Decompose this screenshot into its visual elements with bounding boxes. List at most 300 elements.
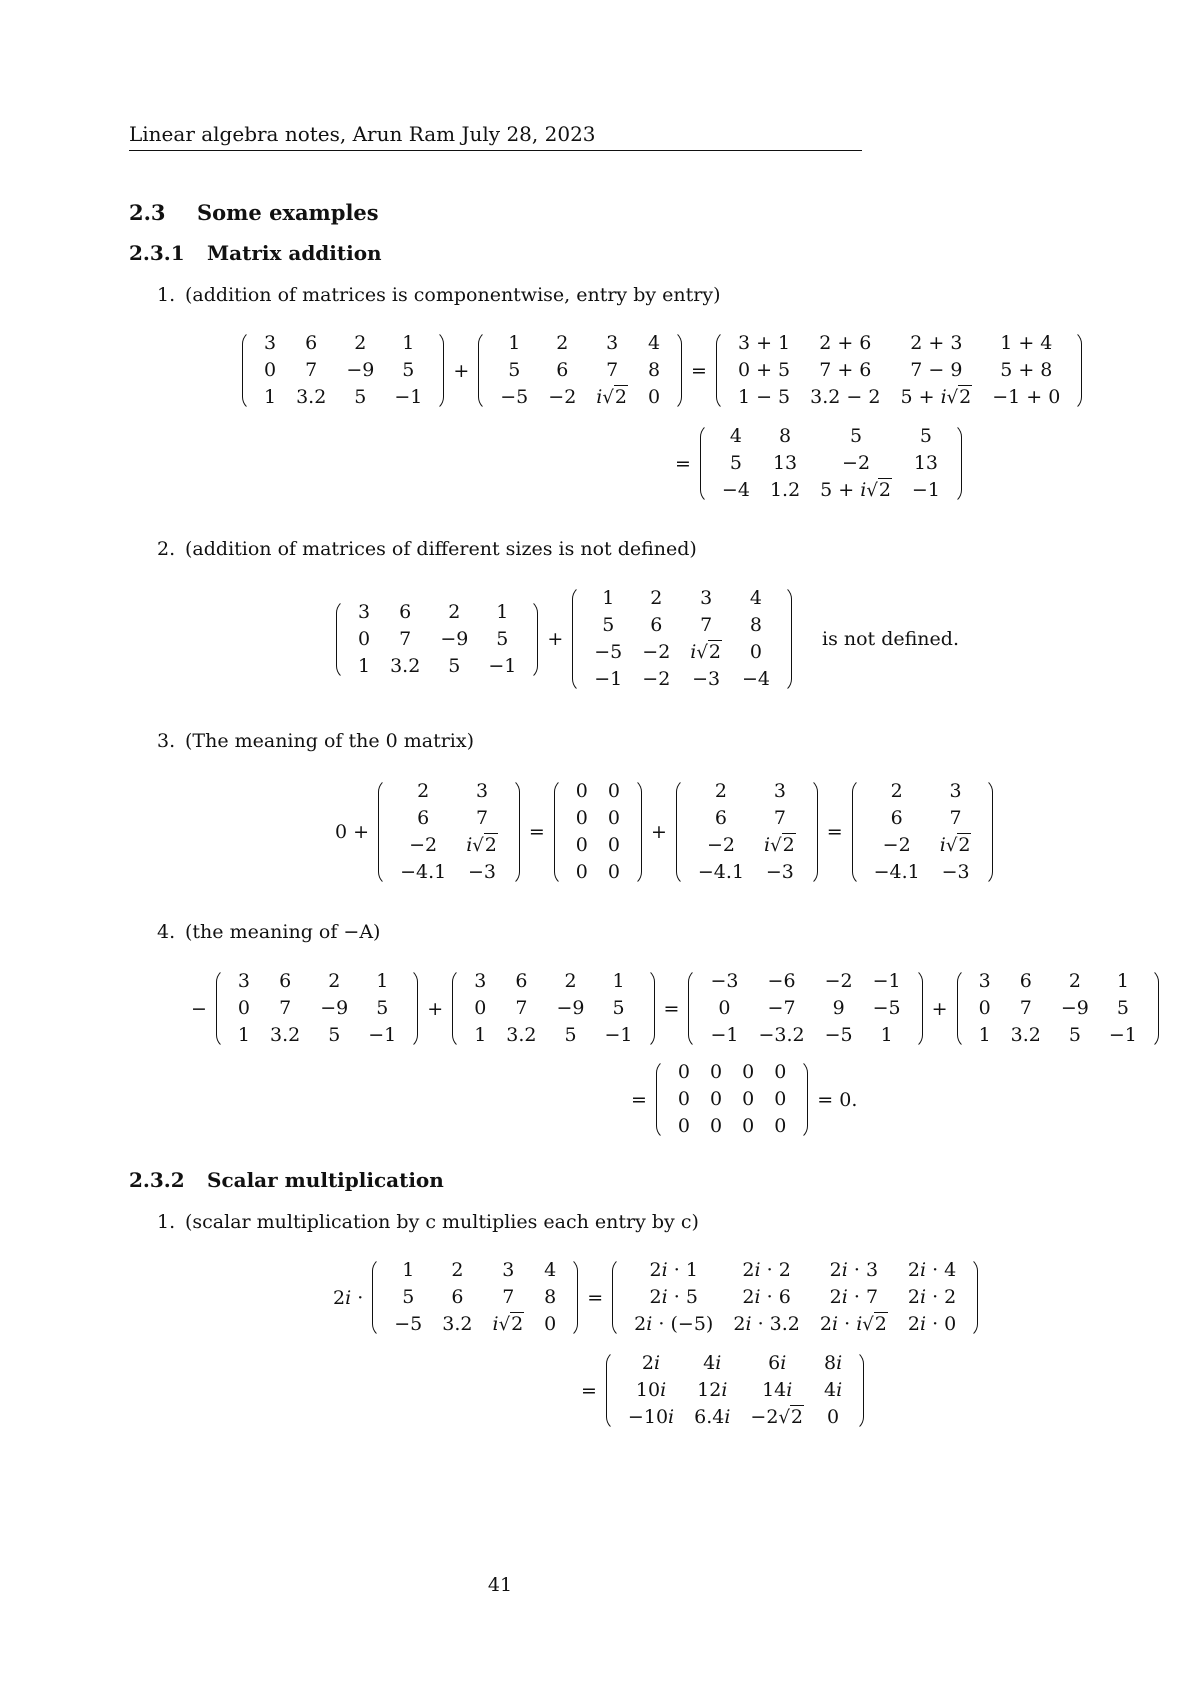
matrix-entry: 0	[710, 1088, 723, 1110]
matrix-entry: 1 − 5	[737, 386, 791, 408]
math-operator: =	[826, 821, 843, 843]
matrix-entry: 0	[827, 1406, 840, 1428]
matrix-entry: 4	[749, 587, 762, 609]
left-paren	[700, 423, 712, 504]
matrix-entry: i√2	[939, 834, 971, 856]
math-operator: =	[528, 821, 545, 843]
matrix-entry: 5 + i√2	[820, 479, 891, 501]
matrix-entry: −2	[642, 641, 671, 663]
math-operator: −	[191, 997, 207, 1020]
matrix-entry: 5	[1116, 997, 1129, 1019]
section-heading	[129, 200, 379, 225]
matrix-entry: −1	[368, 1024, 397, 1046]
math-operator: =	[675, 452, 691, 475]
matrix-entry: 0	[607, 780, 620, 802]
matrix-entry: −2	[882, 834, 911, 856]
matrix-entry: 3.2 − 2	[810, 386, 881, 408]
right-paren	[566, 1257, 578, 1338]
matrix-entry: 3	[606, 332, 619, 354]
matrix-entry: 1	[402, 1259, 415, 1281]
matrix-entry: 0	[677, 1061, 691, 1083]
matrix-entry: −5	[824, 1024, 853, 1046]
right-paren	[796, 1059, 808, 1140]
matrix-entry: 1	[474, 1024, 487, 1046]
matrix-entry: 2	[650, 587, 663, 609]
math-operator: +	[931, 997, 948, 1020]
right-paren	[966, 1257, 978, 1338]
matrix-entry: 1	[612, 970, 625, 992]
matrix-entry: 5	[729, 452, 742, 474]
matrix	[378, 778, 520, 886]
matrix-entry: −1 + 0	[992, 386, 1061, 408]
math-operator: +	[547, 628, 564, 650]
matrix-entry: 7	[305, 359, 318, 381]
page-number: 41	[487, 1574, 513, 1596]
item-number: 3.	[157, 730, 176, 752]
matrix-entry: 2	[451, 1259, 464, 1281]
left-paren	[478, 330, 490, 411]
running-header: Linear algebra notes, Arun Ram July 28, 2023	[129, 122, 596, 146]
matrix-entry: 3 + 1	[737, 332, 791, 354]
right-paren	[526, 599, 538, 680]
math-operator: 0 +	[335, 821, 370, 843]
matrix-entry: 0	[607, 861, 620, 883]
right-paren	[1070, 330, 1082, 411]
matrix-entry: 3	[773, 780, 786, 802]
matrix-entry: 5	[612, 997, 625, 1019]
matrix-entry: −3.2	[758, 1024, 805, 1046]
math-operator: =	[663, 997, 680, 1020]
right-paren	[852, 1350, 864, 1431]
matrix-entry: 0	[607, 807, 620, 829]
matrix-entry: 4i	[824, 1379, 843, 1401]
matrix-entry: 3	[475, 780, 489, 802]
matrix-entry: 5	[919, 425, 932, 447]
matrix-entry: −1	[911, 479, 940, 501]
item-text: (the meaning of −A)	[185, 921, 381, 943]
matrix-entry: −2	[409, 834, 438, 856]
matrix-entry: 5	[602, 614, 615, 636]
matrix	[572, 585, 792, 693]
matrix-entry: 0	[607, 834, 620, 856]
matrix-entry: 2i · 2	[907, 1286, 957, 1308]
matrix	[478, 330, 682, 411]
matrix-entry: −3	[468, 861, 497, 883]
left-paren	[242, 330, 254, 411]
matrix-entry: 9	[832, 997, 845, 1019]
matrix-entry: 5 + 8	[1000, 359, 1053, 381]
matrix-entry: 3	[949, 780, 962, 802]
equation-1	[240, 330, 1084, 411]
matrix-entry: 10i	[635, 1379, 667, 1401]
matrix-entry: 6	[279, 970, 292, 992]
math-operator: =	[631, 1088, 647, 1111]
matrix-entry: −9	[320, 997, 349, 1019]
matrix-entry: −3	[692, 668, 721, 690]
matrix	[700, 423, 962, 504]
matrix-entry: 5	[402, 359, 415, 381]
matrix-entry: −4	[741, 668, 770, 690]
matrix-entry: 2i · 0	[907, 1313, 957, 1335]
item-number: 1.	[157, 284, 176, 306]
left-paren	[612, 1257, 624, 1338]
matrix-entry: i√2	[764, 834, 795, 856]
right-paren	[406, 968, 418, 1049]
math-operator: =	[587, 1286, 604, 1309]
equation-3	[328, 778, 995, 886]
matrix-entry: 1	[1116, 970, 1129, 992]
matrix-entry: 1	[508, 332, 521, 354]
matrix-entry: 1	[376, 970, 389, 992]
matrix-entry: 0	[677, 1115, 691, 1137]
matrix-entry: −2	[548, 386, 577, 408]
matrix-entry: 1	[264, 386, 277, 408]
matrix-entry: 2	[564, 970, 577, 992]
matrix-entry: 0	[774, 1088, 787, 1110]
matrix-entry: 4	[544, 1259, 557, 1281]
matrix-entry: −4.1	[873, 861, 920, 883]
matrix-entry: 4	[729, 425, 742, 447]
matrix	[957, 968, 1159, 1049]
matrix-entry: 8	[544, 1286, 557, 1308]
matrix-entry: 2	[1068, 970, 1081, 992]
matrix-entry: 2i · i√2	[819, 1313, 887, 1335]
matrix-entry: 5	[402, 1286, 415, 1308]
matrix-entry: 2i · 3.2	[733, 1313, 800, 1335]
item-number: 1.	[157, 1211, 176, 1233]
list-item	[157, 730, 474, 752]
matrix-entry: 13	[772, 452, 798, 474]
matrix-entry: 7	[949, 807, 962, 829]
matrix-entry: −1	[872, 970, 901, 992]
left-paren	[852, 778, 864, 886]
matrix-entry: 6i	[768, 1352, 787, 1374]
matrix	[676, 778, 818, 886]
matrix-entry: 7	[606, 359, 619, 381]
math-operator: +	[453, 359, 470, 382]
matrix-entry: −5	[394, 1313, 423, 1335]
list-item	[157, 538, 697, 560]
matrix-entry: 3.2	[1010, 1024, 1041, 1046]
matrix-entry: 2	[714, 780, 727, 802]
item-text: (scalar multiplication by c multiplies each entry by c)	[185, 1211, 699, 1233]
matrix-entry: 0	[358, 627, 371, 650]
math-operator: = 0.	[817, 1088, 858, 1111]
math-operator: 2i ·	[333, 1286, 364, 1309]
right-paren	[981, 778, 993, 886]
matrix-entry: 3	[502, 1259, 515, 1281]
matrix-entry: 1.2	[769, 479, 801, 501]
math-operator: =	[691, 359, 707, 382]
matrix-entry: 3	[474, 970, 487, 992]
matrix-entry: 2 + 6	[819, 332, 872, 354]
matrix-entry: 3	[700, 587, 713, 609]
matrix-entry: 7	[700, 614, 713, 636]
matrix-entry: 7	[399, 627, 412, 650]
matrix-entry: 2	[354, 332, 367, 354]
left-paren	[336, 599, 348, 680]
right-paren	[1147, 968, 1159, 1049]
matrix-entry: −6	[767, 970, 796, 992]
item-text: (The meaning of the 0 matrix)	[185, 730, 475, 752]
matrix-entry: 7	[475, 807, 489, 829]
matrix-entry: 6.4i	[694, 1406, 731, 1428]
left-paren	[688, 968, 700, 1049]
right-paren	[806, 778, 818, 886]
matrix	[372, 1257, 578, 1338]
matrix-entry: 2i · 7	[829, 1286, 879, 1308]
item-text: (addition of matrices of different sizes is not defined)	[185, 538, 697, 560]
matrix-entry: −2	[824, 970, 853, 992]
equation-1-result	[668, 423, 964, 504]
matrix	[242, 330, 444, 411]
matrix-entry: 3.2	[442, 1313, 473, 1335]
item-number: 2.	[157, 538, 176, 560]
matrix-entry: 2	[890, 780, 903, 802]
matrix-entry: 0	[474, 997, 487, 1019]
matrix-entry: 6	[417, 807, 430, 829]
matrix-entry: −4	[721, 479, 750, 501]
matrix	[688, 968, 922, 1049]
matrix-entry: −5	[594, 641, 623, 663]
matrix-entry: 0	[742, 1088, 755, 1110]
equation-5	[326, 1257, 980, 1338]
left-paren	[572, 585, 584, 693]
matrix-entry: 6	[890, 807, 903, 829]
matrix-entry: 0	[710, 1061, 723, 1083]
matrix-entry: 12i	[697, 1379, 728, 1401]
matrix-entry: −1	[488, 654, 517, 677]
matrix-entry: −4.1	[400, 861, 447, 883]
matrix-entry: 2i · 3	[829, 1259, 879, 1281]
matrix-entry: −7	[767, 997, 796, 1019]
subsection-number: 2.3.2	[129, 1168, 185, 1192]
subsection-number: 2.3.1	[129, 241, 185, 265]
matrix-entry: 0	[710, 1115, 723, 1137]
not-defined-note	[822, 628, 959, 650]
matrix-entry: 3.2	[296, 386, 327, 408]
matrix-entry: −1	[594, 668, 623, 690]
matrix-entry: 0	[978, 997, 991, 1019]
right-paren	[643, 968, 655, 1049]
matrix-entry: −2√2	[750, 1406, 804, 1428]
matrix-entry: 0	[575, 807, 588, 829]
not-defined-text: is not defined.	[822, 628, 959, 650]
matrix-entry: 6	[1019, 970, 1032, 992]
matrix	[612, 1257, 978, 1338]
matrix-entry: 6	[515, 970, 528, 992]
left-paren	[452, 968, 464, 1049]
matrix-entry: −1	[604, 1024, 633, 1046]
subsection-heading-matrix-addition	[129, 241, 382, 265]
matrix-entry: 2	[556, 332, 569, 354]
list-item	[157, 284, 720, 306]
matrix-entry: 0	[575, 780, 588, 802]
matrix-entry: −2	[706, 834, 735, 856]
matrix-entry: i√2	[466, 834, 497, 856]
matrix-entry: 5 + i√2	[900, 386, 972, 408]
matrix	[336, 599, 538, 680]
matrix-entry: 7	[1019, 997, 1032, 1019]
matrix	[452, 968, 654, 1049]
matrix-entry: 5	[328, 1024, 341, 1046]
matrix-entry: 2i · (−5)	[634, 1313, 714, 1335]
matrix-entry: −9	[1060, 997, 1089, 1019]
header-rule	[129, 150, 862, 151]
matrix-entry: −3	[710, 970, 739, 992]
equation-2	[334, 585, 794, 693]
math-operator: =	[581, 1379, 597, 1402]
matrix	[606, 1350, 864, 1431]
matrix-entry: −4.1	[697, 861, 745, 883]
left-paren	[676, 778, 688, 886]
matrix-entry: 2i · 1	[649, 1259, 698, 1281]
matrix-entry: i√2	[596, 386, 627, 408]
matrix-entry: 3.2	[506, 1024, 537, 1046]
matrix-entry: 0	[575, 834, 588, 856]
left-paren	[716, 330, 728, 411]
matrix-entry: 7 + 6	[819, 359, 872, 381]
matrix-entry: 1	[237, 1024, 251, 1046]
matrix-entry: 5	[354, 386, 367, 408]
matrix-entry: 1	[402, 332, 415, 354]
matrix	[554, 778, 642, 886]
matrix-entry: 4	[647, 332, 661, 354]
matrix-entry: 6	[451, 1286, 464, 1308]
list-item	[157, 1211, 699, 1233]
matrix-entry: 1	[496, 600, 509, 623]
equation-5-result	[574, 1350, 866, 1431]
item-text: (addition of matrices is componentwise, entry by entry)	[185, 284, 721, 306]
matrix-entry: 3	[237, 970, 251, 992]
section-title: Some examples	[197, 200, 379, 225]
matrix-entry: 5	[564, 1024, 577, 1046]
matrix-entry: 2	[417, 780, 430, 802]
matrix	[216, 968, 418, 1049]
section-number: 2.3	[129, 200, 166, 225]
subsection-heading-scalar-multiplication	[129, 1168, 444, 1192]
matrix-entry: −3	[941, 861, 970, 883]
matrix-entry: 8	[647, 359, 661, 381]
matrix-entry: 0	[237, 997, 251, 1019]
math-operator: +	[650, 821, 667, 843]
matrix-entry: 2i · 4	[907, 1259, 957, 1281]
matrix	[656, 1059, 808, 1140]
matrix-entry: 0	[749, 641, 762, 663]
matrix-entry: 2i · 2	[742, 1259, 791, 1281]
matrix-entry: 0	[575, 861, 588, 883]
matrix-entry: 5	[376, 997, 389, 1019]
matrix-entry: 0	[742, 1115, 755, 1137]
matrix-entry: 5	[448, 654, 461, 677]
matrix-entry: 6	[650, 614, 663, 636]
matrix-entry: −1	[1108, 1024, 1137, 1046]
matrix-entry: 1	[358, 654, 371, 677]
matrix-entry: 8	[779, 425, 792, 447]
matrix-entry: 6	[556, 359, 569, 381]
right-paren	[432, 330, 444, 411]
matrix-entry: 7	[773, 807, 786, 829]
matrix-entry: 1	[978, 1024, 991, 1046]
matrix-entry: −1	[710, 1024, 739, 1046]
matrix-entry: 2 + 3	[910, 332, 963, 354]
matrix	[716, 330, 1082, 411]
matrix-entry: 3.2	[390, 654, 421, 677]
matrix-entry: 0	[774, 1115, 787, 1137]
matrix-entry: 7	[515, 997, 528, 1019]
right-paren	[670, 330, 682, 411]
matrix-entry: 3	[358, 600, 371, 623]
matrix-entry: −9	[440, 627, 469, 650]
matrix-entry: 0	[544, 1313, 557, 1335]
list-item	[157, 921, 380, 943]
matrix-entry: 0 + 5	[737, 359, 791, 381]
matrix-entry: −10i	[627, 1406, 675, 1428]
matrix-entry: 0	[742, 1061, 755, 1083]
matrix-entry: i√2	[690, 641, 721, 663]
matrix-entry: 6	[714, 807, 727, 829]
matrix-entry: 2i · 6	[742, 1286, 791, 1308]
matrix-entry: 4i	[703, 1352, 722, 1374]
left-paren	[216, 968, 228, 1049]
left-paren	[372, 1257, 384, 1338]
matrix	[852, 778, 994, 886]
subsection-title: Matrix addition	[207, 241, 382, 265]
matrix-entry: 5	[508, 359, 521, 381]
matrix-entry: 0	[264, 359, 277, 381]
matrix-entry: 14i	[762, 1379, 793, 1401]
matrix-entry: 5	[496, 627, 509, 650]
matrix-entry: 5	[1068, 1024, 1081, 1046]
matrix-entry: 7	[502, 1286, 515, 1308]
matrix-entry: 1	[602, 587, 615, 609]
matrix-entry: 7 − 9	[910, 359, 963, 381]
matrix-entry: 7	[279, 997, 292, 1019]
right-paren	[508, 778, 520, 886]
matrix-entry: −1	[394, 386, 423, 408]
matrix-entry: 2	[328, 970, 341, 992]
matrix-entry: i√2	[492, 1313, 524, 1335]
left-paren	[656, 1059, 668, 1140]
matrix-entry: −5	[500, 386, 529, 408]
matrix-entry: −2	[842, 452, 871, 474]
matrix-entry: −9	[556, 997, 585, 1019]
matrix-entry: 0	[774, 1061, 787, 1083]
matrix-entry: 3	[978, 970, 991, 992]
item-number: 4.	[157, 921, 176, 943]
matrix-entry: 8	[749, 614, 762, 636]
matrix-entry: 0	[677, 1088, 691, 1110]
matrix-entry: −9	[346, 359, 375, 381]
math-operator: +	[427, 997, 444, 1020]
right-paren	[950, 423, 962, 504]
matrix-entry: 5	[849, 425, 863, 447]
subsection-title: Scalar multiplication	[207, 1168, 444, 1192]
matrix-entry: 2	[448, 600, 461, 623]
matrix-entry: 3	[264, 332, 277, 354]
matrix-entry: 13	[913, 452, 939, 474]
matrix-entry: −3	[765, 861, 794, 883]
matrix-entry: 3.2	[270, 1024, 301, 1046]
matrix-entry: 2i · 5	[649, 1286, 698, 1308]
matrix-entry: 1	[880, 1024, 893, 1046]
matrix-entry: 2i	[641, 1352, 661, 1374]
equation-4-result	[624, 1059, 864, 1140]
right-paren	[630, 778, 642, 886]
matrix-entry: 6	[399, 600, 412, 623]
matrix-entry: −5	[872, 997, 901, 1019]
matrix-entry: −2	[642, 668, 671, 690]
